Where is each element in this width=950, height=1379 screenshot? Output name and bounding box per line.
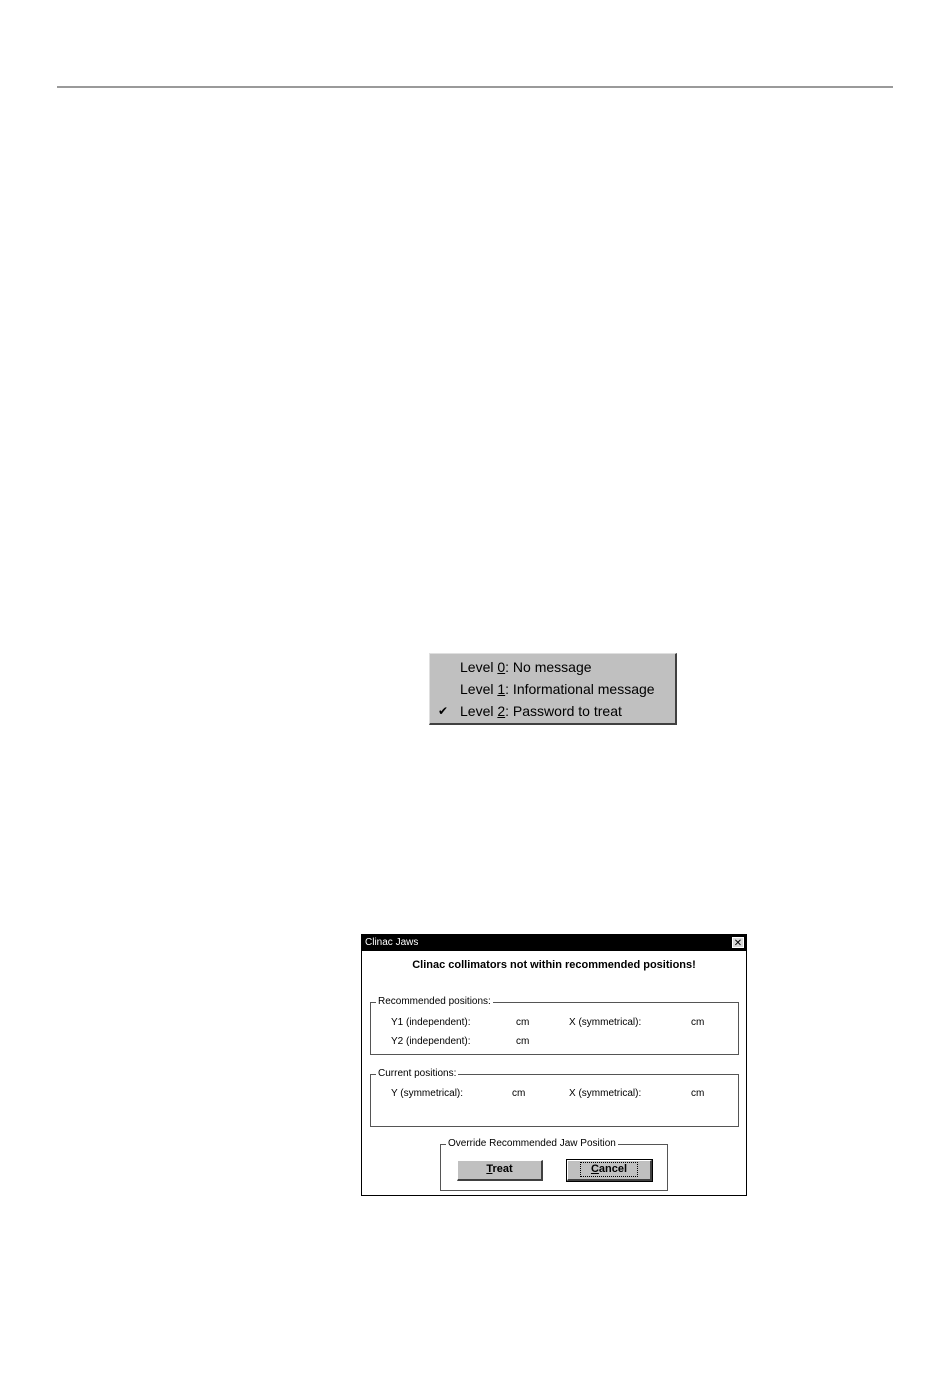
dialog-title: Clinac Jaws [365, 937, 419, 948]
current-positions-group [370, 1068, 739, 1127]
page-header-rule [57, 86, 893, 88]
cancel-button[interactable] [567, 1160, 652, 1181]
close-icon[interactable]: ✕ [733, 938, 743, 949]
menu-item-level-2[interactable] [430, 700, 675, 722]
cancel-button-label: Cancel [580, 1162, 638, 1177]
current-positions-legend: Current positions: [378, 1068, 457, 1079]
message-level-menu [429, 653, 677, 725]
menu-item-label: Level 2: Password to treat [460, 703, 622, 719]
x-unit: cm [691, 1017, 705, 1028]
y-label: Y (symmetrical): [391, 1088, 464, 1099]
override-legend: Override Recommended Jaw Position [448, 1138, 616, 1149]
menu-item-level-1[interactable] [430, 678, 675, 700]
y1-label: Y1 (independent): [391, 1017, 471, 1028]
menu-item-level-0[interactable] [430, 656, 675, 678]
x-label: X (symmetrical): [569, 1088, 642, 1099]
y2-label: Y2 (independent): [391, 1036, 471, 1047]
recommended-positions-legend: Recommended positions: [378, 996, 491, 1007]
clinac-jaws-dialog [361, 934, 747, 1196]
override-group [440, 1138, 668, 1191]
check-icon: ✔ [438, 704, 449, 718]
y2-unit: cm [516, 1036, 530, 1047]
treat-button[interactable]: Treat [457, 1160, 543, 1181]
x-unit: cm [691, 1088, 705, 1099]
menu-item-label: Level 1: Informational message [460, 681, 655, 697]
y1-unit: cm [516, 1017, 530, 1028]
warning-message: Clinac collimators not within recommended positions! [412, 959, 696, 971]
recommended-positions-group [370, 996, 739, 1055]
dialog-titlebar[interactable] [362, 935, 746, 951]
x-label: X (symmetrical): [569, 1017, 642, 1028]
y-unit: cm [512, 1088, 526, 1099]
menu-item-label: Level 0: No message [460, 659, 592, 675]
